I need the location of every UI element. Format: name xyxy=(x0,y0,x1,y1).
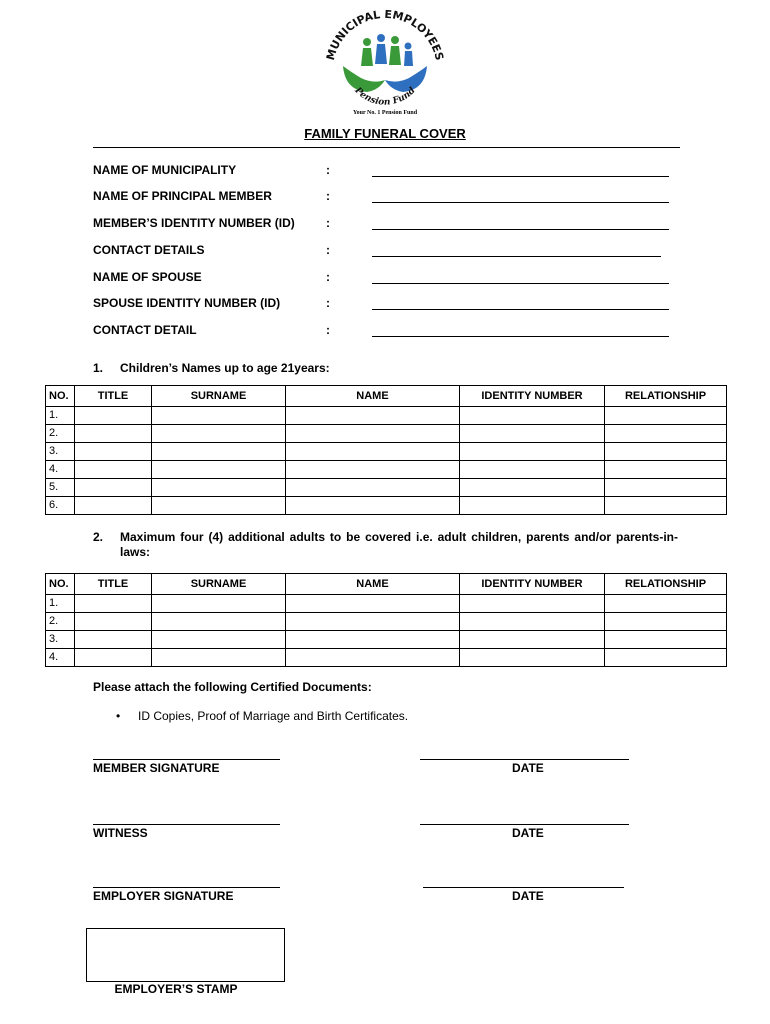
field-colon: : xyxy=(326,189,330,203)
family-figures-icon xyxy=(361,34,413,66)
table-row xyxy=(46,631,727,649)
employer-date-label: DATE xyxy=(512,889,544,903)
adults-table xyxy=(45,573,727,667)
table-row xyxy=(46,613,727,631)
relationship-cell[interactable] xyxy=(605,595,727,613)
relationship-cell[interactable] xyxy=(605,425,727,443)
spouse-id-label: SPOUSE IDENTITY NUMBER (ID) xyxy=(93,296,281,310)
table-row xyxy=(46,461,727,479)
row-number: 3. xyxy=(46,443,75,461)
table-row xyxy=(46,407,727,425)
identity-cell[interactable] xyxy=(460,613,605,631)
col-title: TITLE xyxy=(75,386,152,407)
title-cell[interactable] xyxy=(75,461,152,479)
contact-detail-input-line[interactable] xyxy=(372,336,669,337)
section-text: Children’s Names up to age 21years: xyxy=(120,361,330,375)
member-id-label: MEMBER’S IDENTITY NUMBER (ID) xyxy=(93,216,295,230)
title-cell[interactable] xyxy=(75,479,152,497)
blue-hand-icon xyxy=(385,66,427,92)
name-cell[interactable] xyxy=(286,497,460,515)
employer-stamp-label: EMPLOYER’S STAMP xyxy=(114,982,238,996)
field-colon: : xyxy=(326,296,330,310)
surname-cell[interactable] xyxy=(152,479,286,497)
title-cell[interactable] xyxy=(75,497,152,515)
member-date-label: DATE xyxy=(512,761,544,775)
contact-details-input-line[interactable] xyxy=(372,256,661,257)
employer-date-line[interactable] xyxy=(423,887,624,888)
identity-cell[interactable] xyxy=(460,443,605,461)
bullet-icon: • xyxy=(116,709,121,723)
table-row xyxy=(46,443,727,461)
contact-details-label: CONTACT DETAILS xyxy=(93,243,205,257)
title-cell[interactable] xyxy=(75,631,152,649)
relationship-cell[interactable] xyxy=(605,407,727,425)
table-row xyxy=(46,649,727,667)
row-number: 2. xyxy=(46,425,75,443)
identity-cell[interactable] xyxy=(460,631,605,649)
col-title: TITLE xyxy=(75,574,152,595)
surname-cell[interactable] xyxy=(152,407,286,425)
table-row xyxy=(46,497,727,515)
row-number: 5. xyxy=(46,479,75,497)
identity-cell[interactable] xyxy=(460,649,605,667)
identity-cell[interactable] xyxy=(460,595,605,613)
row-number: 1. xyxy=(46,595,75,613)
municipality-label: NAME OF MUNICIPALITY xyxy=(93,163,237,177)
relationship-cell[interactable] xyxy=(605,443,727,461)
member-id-input-line[interactable] xyxy=(372,229,669,230)
relationship-cell[interactable] xyxy=(605,649,727,667)
title-cell[interactable] xyxy=(75,425,152,443)
col-relationship: RELATIONSHIP xyxy=(605,574,727,595)
row-number: 2. xyxy=(46,613,75,631)
logo-text-top: MUNICIPAL EMPLOYEES xyxy=(323,8,447,62)
section-number: 1. xyxy=(93,361,104,375)
col-surname: SURNAME xyxy=(152,574,286,595)
fund-tagline: Your No. 1 Pension Fund xyxy=(352,110,418,116)
surname-cell[interactable] xyxy=(152,649,286,667)
name-cell[interactable] xyxy=(286,461,460,479)
name-cell[interactable] xyxy=(286,425,460,443)
section-number: 2. xyxy=(93,530,104,544)
relationship-cell[interactable] xyxy=(605,631,727,649)
employer-signature-label: EMPLOYER SIGNATURE xyxy=(93,889,234,903)
col-identity-number: IDENTITY NUMBER xyxy=(460,574,605,595)
relationship-cell[interactable] xyxy=(605,479,727,497)
table-header-row xyxy=(46,386,727,407)
contact-detail-label: CONTACT DETAIL xyxy=(93,323,197,337)
name-cell[interactable] xyxy=(286,595,460,613)
surname-cell[interactable] xyxy=(152,595,286,613)
surname-cell[interactable] xyxy=(152,497,286,515)
surname-cell[interactable] xyxy=(152,443,286,461)
relationship-cell[interactable] xyxy=(605,613,727,631)
children-table xyxy=(45,385,727,515)
title-divider xyxy=(93,147,680,148)
name-cell[interactable] xyxy=(286,613,460,631)
identity-cell[interactable] xyxy=(460,497,605,515)
table-header-row xyxy=(46,574,727,595)
title-cell[interactable] xyxy=(75,649,152,667)
name-cell[interactable] xyxy=(286,407,460,425)
witness-date-line[interactable] xyxy=(420,824,629,825)
col-no: NO. xyxy=(46,386,75,407)
name-cell[interactable] xyxy=(286,443,460,461)
employer-signature-line[interactable] xyxy=(93,887,280,888)
row-number: 3. xyxy=(46,631,75,649)
surname-cell[interactable] xyxy=(152,631,286,649)
principal-member-input-line[interactable] xyxy=(372,202,669,203)
logo-text-bottom: Pension Fund xyxy=(352,85,418,108)
row-number: 6. xyxy=(46,497,75,515)
spouse-id-input-line[interactable] xyxy=(372,309,669,310)
col-name: NAME xyxy=(286,574,460,595)
title-cell[interactable] xyxy=(75,407,152,425)
row-number: 1. xyxy=(46,407,75,425)
surname-cell[interactable] xyxy=(152,425,286,443)
title-cell[interactable] xyxy=(75,613,152,631)
form-title: FAMILY FUNERAL COVER xyxy=(304,126,466,141)
children-section-heading xyxy=(93,361,330,375)
principal-member-label: NAME OF PRINCIPAL MEMBER xyxy=(93,189,272,203)
col-name: NAME xyxy=(286,386,460,407)
field-colon: : xyxy=(326,323,330,337)
spouse-name-input-line[interactable] xyxy=(372,283,669,284)
green-hand-icon xyxy=(343,66,385,92)
municipality-input-line[interactable] xyxy=(372,176,669,177)
name-cell[interactable] xyxy=(286,631,460,649)
member-signature-line[interactable] xyxy=(93,759,280,760)
table-row xyxy=(46,595,727,613)
row-number: 4. xyxy=(46,649,75,667)
title-cell[interactable] xyxy=(75,443,152,461)
table-row xyxy=(46,425,727,443)
fund-logo xyxy=(315,8,455,118)
title-cell[interactable] xyxy=(75,595,152,613)
relationship-cell[interactable] xyxy=(605,461,727,479)
attachments-item-text: ID Copies, Proof of Marriage and Birth Certificates. xyxy=(138,709,409,723)
col-surname: SURNAME xyxy=(152,386,286,407)
identity-cell[interactable] xyxy=(460,479,605,497)
witness-signature-line[interactable] xyxy=(93,824,280,825)
section-text: Maximum four (4) additional adults to be covered i.e. adult children, parents and/or parents-in-laws: xyxy=(120,530,678,559)
field-colon: : xyxy=(326,163,330,177)
attachments-heading: Please attach the following Certified Documents: xyxy=(93,680,372,694)
field-colon: : xyxy=(326,243,330,257)
name-cell[interactable] xyxy=(286,479,460,497)
identity-cell[interactable] xyxy=(460,407,605,425)
witness-label: WITNESS xyxy=(93,826,148,840)
row-number: 4. xyxy=(46,461,75,479)
member-date-line[interactable] xyxy=(420,759,629,760)
field-colon: : xyxy=(326,216,330,230)
identity-cell[interactable] xyxy=(460,425,605,443)
surname-cell[interactable] xyxy=(152,613,286,631)
surname-cell[interactable] xyxy=(152,461,286,479)
col-identity-number: IDENTITY NUMBER xyxy=(460,386,605,407)
adults-section-heading xyxy=(93,530,678,560)
col-no: NO. xyxy=(46,574,75,595)
col-relationship: RELATIONSHIP xyxy=(605,386,727,407)
identity-cell[interactable] xyxy=(460,461,605,479)
employer-stamp-box[interactable] xyxy=(86,928,285,982)
name-cell[interactable] xyxy=(286,649,460,667)
member-signature-label: MEMBER SIGNATURE xyxy=(93,761,220,775)
attachments-item xyxy=(116,709,408,723)
spouse-name-label: NAME OF SPOUSE xyxy=(93,270,202,284)
table-row xyxy=(46,479,727,497)
field-colon: : xyxy=(326,270,330,284)
relationship-cell[interactable] xyxy=(605,497,727,515)
witness-date-label: DATE xyxy=(512,826,544,840)
